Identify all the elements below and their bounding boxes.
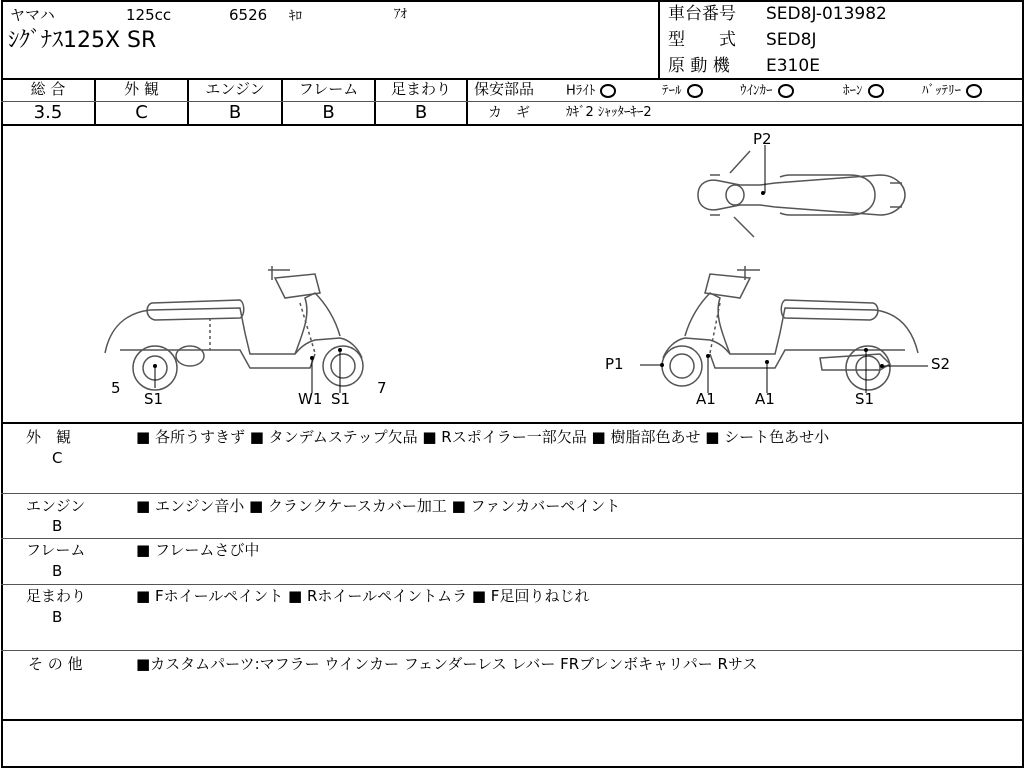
frame-number-value: SED8J-013982 (766, 4, 887, 24)
ok-circle-icon (600, 84, 616, 98)
safety-parts-label: 保安部品 (474, 80, 535, 98)
diagram-label-left-s1b: S1 (331, 390, 351, 408)
rating-frame-value: B (322, 102, 335, 123)
safety-battery: ﾊﾞｯﾃﾘｰ (922, 84, 982, 98)
model-type-label: 型 式 (668, 30, 736, 50)
mileage-unit: ｷﾛ (289, 9, 302, 24)
rating-frame-label: フレーム (298, 80, 359, 98)
rule (1, 538, 1022, 539)
detail-exterior-grade: C (52, 449, 63, 467)
model-type-value: SED8J (766, 30, 817, 50)
engine-model-value: E310E (766, 56, 820, 76)
detail-engine-notes: ■ エンジン音小 ■ クランクケースカバー加工 ■ ファンカバーペイント (136, 497, 621, 515)
ok-circle-icon (868, 84, 884, 98)
detail-suspension-label: 足まわり (26, 587, 87, 605)
rule (467, 101, 1022, 102)
diagram-label-7: 7 (377, 379, 387, 397)
rating-engine-value: B (228, 102, 242, 123)
rule (1, 584, 1022, 585)
rule (1, 493, 1022, 494)
detail-frame-grade: B (52, 562, 63, 580)
color: ｱｵ (394, 7, 407, 22)
detail-other-label: そ の 他 (28, 655, 83, 673)
scooter-left-view (100, 258, 390, 393)
diagram-label-p2: P2 (753, 130, 772, 148)
rating-suspension-label: 足まわり (390, 80, 451, 98)
ok-circle-icon (778, 84, 794, 98)
diagram-label-5: 5 (111, 379, 121, 397)
rule (1, 124, 1022, 126)
safety-taillight: ﾃｰﾙ (662, 84, 703, 98)
key-value: ｶｷﾞ2 ｼｬｯﾀｰｷｰ2 (566, 105, 652, 120)
rating-overall-value: 3.5 (33, 102, 63, 123)
frame-number-label: 車台番号 (668, 4, 736, 24)
rule (1, 650, 1022, 651)
detail-frame-label: フレーム (26, 541, 86, 559)
detail-engine-label: エンジン (26, 497, 86, 515)
header-divider (658, 0, 660, 78)
mileage: 6526 (229, 6, 268, 24)
detail-frame-notes: ■ フレームさび中 (136, 541, 260, 559)
rule (466, 78, 468, 126)
scooter-right-view (640, 258, 930, 393)
safety-headlight: Hﾗｲﾄ (566, 84, 616, 98)
safety-turn-signal: ｳｲﾝｶｰ (740, 84, 794, 98)
detail-exterior-label: 外 観 (26, 428, 72, 446)
rating-exterior-label: 外 観 (124, 80, 159, 98)
rule (1, 719, 1022, 721)
detail-other-notes: ■カスタムパーツ:マフラー ウインカー フェンダーレス レバー FRブレンボキャリパー Rサス (136, 655, 758, 673)
rating-overall-label: 総 合 (30, 80, 66, 98)
detail-suspension-notes: ■ Fホイールペイント ■ Rホイールペイントムラ ■ F足回りねじれ (136, 587, 590, 605)
rating-suspension-value: B (414, 102, 428, 123)
model-name: ｼｸﾞﾅｽ125X SR (8, 28, 157, 53)
diagram-label-a1b: A1 (755, 390, 775, 408)
displacement: 125cc (126, 6, 172, 24)
diagram-label-a1: A1 (696, 390, 716, 408)
key-label: カ ギ (488, 105, 530, 121)
diagram-label-w1: W1 (298, 390, 323, 408)
diagram-label-left-s1: S1 (144, 390, 164, 408)
rating-exterior-value: C (135, 102, 148, 123)
diagram-label-s2: S2 (931, 355, 951, 373)
ok-circle-icon (966, 84, 982, 98)
detail-exterior-notes: ■ 各所うすきず ■ タンデムステップ欠品 ■ Rスポイラー一部欠品 ■ 樹脂部色あせ ■ シート色あせ小 (136, 428, 830, 446)
safety-horn: ﾎｰﾝ (843, 84, 884, 98)
maker: ヤマハ (10, 6, 55, 24)
ok-circle-icon (687, 84, 703, 98)
diagram-label-right-s1: S1 (855, 390, 875, 408)
scooter-top-view (690, 145, 920, 240)
detail-engine-grade: B (52, 517, 63, 535)
diagram-label-p1: P1 (605, 355, 624, 373)
rule (1, 422, 1022, 424)
rating-engine-label: エンジン (205, 80, 265, 98)
engine-model-label: 原 動 機 (668, 56, 730, 76)
detail-suspension-grade: B (52, 608, 63, 626)
